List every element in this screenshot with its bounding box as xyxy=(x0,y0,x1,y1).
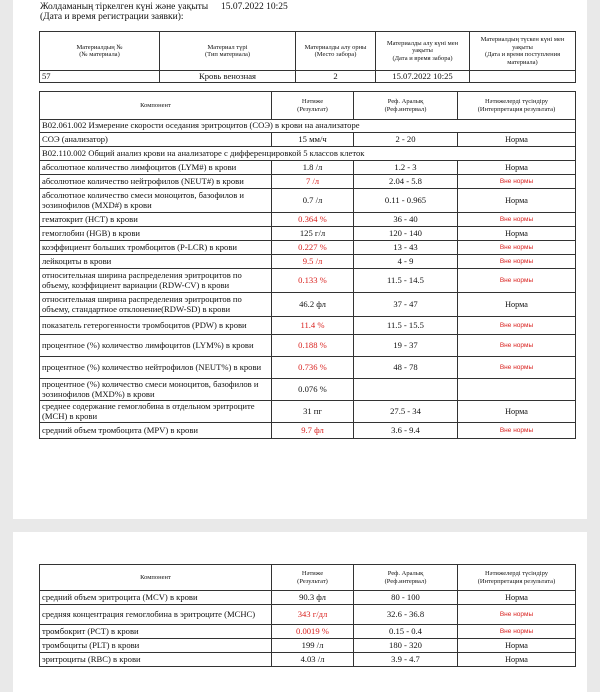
result-row xyxy=(40,317,576,335)
component-name: эритроциты (RBC) в крови xyxy=(40,653,272,667)
material-header-cell: Материалды алу күні мен уақыты (Дата и время забора) xyxy=(376,32,470,71)
component-name: средний объем эритроцита (MCV) в крови xyxy=(40,591,272,605)
report-page-2 xyxy=(13,532,587,692)
results-header-cell: Нәтиже (Результат) xyxy=(272,565,354,591)
registration-date: 15.07.2022 10:25 xyxy=(221,2,288,12)
ref-interval: 120 - 140 xyxy=(354,227,458,241)
ref-interval: 36 - 40 xyxy=(354,213,458,227)
result-value: 46.2 фл xyxy=(272,293,354,317)
ref-interval: 19 - 37 xyxy=(354,335,458,357)
material-table xyxy=(39,31,576,83)
material-received xyxy=(470,71,576,83)
component-name: абсолютное количество лимфоцитов (LYM#) в крови xyxy=(40,161,272,175)
component-name: среднее содержание гемоглобина в отдельном эритроците (MCH) в крови xyxy=(40,401,272,423)
ref-interval: 2.04 - 5.8 xyxy=(354,175,458,189)
result-row xyxy=(40,357,576,379)
result-value: 125 г/л xyxy=(272,227,354,241)
component-name: тромбокрит (PCT) в крови xyxy=(40,625,272,639)
ref-interval: 4 - 9 xyxy=(354,255,458,269)
component-name: гемоглобин (HGB) в крови xyxy=(40,227,272,241)
result-value: 0.0019 % xyxy=(272,625,354,639)
result-row xyxy=(40,213,576,227)
material-row xyxy=(40,71,576,83)
results-header-row xyxy=(40,565,576,591)
results-table xyxy=(39,91,576,439)
interpretation: Вне нормы xyxy=(458,317,576,335)
component-name: гематокрит (HCT) в крови xyxy=(40,213,272,227)
result-value: 0.133 % xyxy=(272,269,354,293)
result-row xyxy=(40,335,576,357)
result-value: 0.227 % xyxy=(272,241,354,255)
material-header-cell: Материалдың № (№ материала) xyxy=(40,32,160,71)
interpretation: Вне нормы xyxy=(458,335,576,357)
interpretation: Вне нормы xyxy=(458,423,576,439)
ref-interval: 11.5 - 15.5 xyxy=(354,317,458,335)
material-number: 57 xyxy=(40,71,160,83)
result-value: 0.364 % xyxy=(272,213,354,227)
material-type: Кровь венозная xyxy=(160,71,296,83)
interpretation: Норма xyxy=(458,133,576,147)
result-row xyxy=(40,161,576,175)
ref-interval: 1.2 - 3 xyxy=(354,161,458,175)
component-name: тромбоциты (PLT) в крови xyxy=(40,639,272,653)
ref-interval: 3.9 - 4.7 xyxy=(354,653,458,667)
results-header-cell: Нәтижелерді түсіндіру (Интерпретация результата) xyxy=(458,565,576,591)
result-row xyxy=(40,423,576,439)
registration-label xyxy=(40,2,208,22)
result-row xyxy=(40,241,576,255)
interpretation: Норма xyxy=(458,189,576,213)
component-name: процентное (%) количество смеси моноцитов, базофилов и эозинофилов (MXD%) в крови xyxy=(40,379,272,401)
results-body xyxy=(40,161,576,439)
ref-interval: 37 - 47 xyxy=(354,293,458,317)
interpretation: Норма xyxy=(458,227,576,241)
result-value: 11.4 % xyxy=(272,317,354,335)
result-value: 343 г/дл xyxy=(272,605,354,625)
result-value: 0.7 /л xyxy=(272,189,354,213)
result-row xyxy=(40,133,576,147)
ref-interval: 11.5 - 14.5 xyxy=(354,269,458,293)
component-name: показатель гетерогенности тромбоцитов (PDW) в крови xyxy=(40,317,272,335)
result-row xyxy=(40,605,576,625)
results-header-cell: Реф. Аралық (Реф.интервал) xyxy=(354,92,458,120)
result-row xyxy=(40,401,576,423)
result-value: 0.736 % xyxy=(272,357,354,379)
result-value: 199 /л xyxy=(272,639,354,653)
material-site: 2 xyxy=(296,71,376,83)
result-value: 0.188 % xyxy=(272,335,354,357)
result-row xyxy=(40,379,576,401)
material-header-cell: Материал түрі (Тип материала) xyxy=(160,32,296,71)
result-row xyxy=(40,625,576,639)
report-page-1 xyxy=(13,0,587,519)
interpretation: Вне нормы xyxy=(458,175,576,189)
result-row xyxy=(40,639,576,653)
result-value: 4.03 /л xyxy=(272,653,354,667)
result-value: 0.076 % xyxy=(272,379,354,401)
ref-interval xyxy=(354,379,458,401)
material-header-row xyxy=(40,32,576,71)
result-value: 9.7 фл xyxy=(272,423,354,439)
ref-interval: 48 - 78 xyxy=(354,357,458,379)
component-name: средний объем тромбоцита (MPV) в крови xyxy=(40,423,272,439)
material-header-cell: Материалды алу орны (Место забора) xyxy=(296,32,376,71)
result-row xyxy=(40,293,576,317)
result-value: 15 мм/ч xyxy=(272,133,354,147)
component-name: относительная ширина распределения эритроцитов по объему, коэффициент вариации (RDW-CV) в крови xyxy=(40,269,272,293)
interpretation: Вне нормы xyxy=(458,357,576,379)
component-name: процентное (%) количество лимфоцитов (LYM%) в крови xyxy=(40,335,272,357)
ref-interval: 3.6 - 9.4 xyxy=(354,423,458,439)
result-row xyxy=(40,653,576,667)
result-value: 9.5 /л xyxy=(272,255,354,269)
ref-interval: 80 - 100 xyxy=(354,591,458,605)
interpretation: Вне нормы xyxy=(458,625,576,639)
interpretation: Вне нормы xyxy=(458,605,576,625)
results-header-cell: Компонент xyxy=(40,92,272,120)
ref-interval: 0.15 - 0.4 xyxy=(354,625,458,639)
registration-label-ru: (Дата и время регистрации заявки): xyxy=(40,12,184,22)
interpretation: Вне нормы xyxy=(458,255,576,269)
interpretation: Норма xyxy=(458,639,576,653)
result-value: 90.3 фл xyxy=(272,591,354,605)
result-row xyxy=(40,269,576,293)
interpretation: Вне нормы xyxy=(458,241,576,255)
results-header-row xyxy=(40,92,576,120)
result-row xyxy=(40,227,576,241)
interpretation xyxy=(458,379,576,401)
results-table-2 xyxy=(39,564,576,667)
result-value: 1.8 /л xyxy=(272,161,354,175)
ref-interval: 2 - 20 xyxy=(354,133,458,147)
component-name: лейкоциты в крови xyxy=(40,255,272,269)
component-name: абсолютное количество нейтрофилов (NEUT#) в крови xyxy=(40,175,272,189)
section-title: B02.110.002 Общий анализ крови на анализаторе с дифференцировкой 5 классов клеток xyxy=(40,147,576,161)
result-row xyxy=(40,189,576,213)
interpretation: Норма xyxy=(458,293,576,317)
component-name: коэффициент больших тромбоцитов (P-LCR) в крови xyxy=(40,241,272,255)
ref-interval: 0.11 - 0.965 xyxy=(354,189,458,213)
component-name: процентное (%) количество нейтрофилов (NEUT%) в крови xyxy=(40,357,272,379)
section-row xyxy=(40,147,576,161)
component-name: средняя концентрация гемоглобина в эритроците (MCHC) xyxy=(40,605,272,625)
results-header-cell: Нәтижелерді түсіндіру (Интерпретация результата) xyxy=(458,92,576,120)
component-name: абсолютное количество смеси моноцитов, базофилов и эозинофилов (MXD#) в крови xyxy=(40,189,272,213)
ref-interval: 180 - 320 xyxy=(354,639,458,653)
results-header-cell: Компонент xyxy=(40,565,272,591)
result-value: 7 /л xyxy=(272,175,354,189)
section-row xyxy=(40,120,576,133)
ref-interval: 27.5 - 34 xyxy=(354,401,458,423)
interpretation: Вне нормы xyxy=(458,213,576,227)
ref-interval: 13 - 43 xyxy=(354,241,458,255)
component-name: СОЭ (анализатор) xyxy=(40,133,272,147)
registration-label-kz: Жолдаманың тіркелген күні және уақыты xyxy=(40,2,209,12)
result-row xyxy=(40,255,576,269)
section-title: B02.061.002 Измерение скорости оседания эритроцитов (СОЭ) в крови на анализаторе xyxy=(40,120,576,133)
result-row xyxy=(40,591,576,605)
results-body-2 xyxy=(40,591,576,667)
interpretation: Норма xyxy=(458,161,576,175)
interpretation: Норма xyxy=(458,591,576,605)
material-collected: 15.07.2022 10:25 xyxy=(376,71,470,83)
interpretation: Вне нормы xyxy=(458,269,576,293)
result-row xyxy=(40,175,576,189)
results-header-cell: Реф. Аралық (Реф.интервал) xyxy=(354,565,458,591)
ref-interval: 32.6 - 36.8 xyxy=(354,605,458,625)
material-header-cell: Материалдың түскен күні мен уақыты (Дата и время поступления материала) xyxy=(470,32,576,71)
interpretation: Норма xyxy=(458,653,576,667)
results-header-cell: Нәтиже (Результат) xyxy=(272,92,354,120)
result-value: 31 пг xyxy=(272,401,354,423)
component-name: относительная ширина распределения эритроцитов по объему, стандартное отклонение(RDW-SD) в крови xyxy=(40,293,272,317)
interpretation: Норма xyxy=(458,401,576,423)
